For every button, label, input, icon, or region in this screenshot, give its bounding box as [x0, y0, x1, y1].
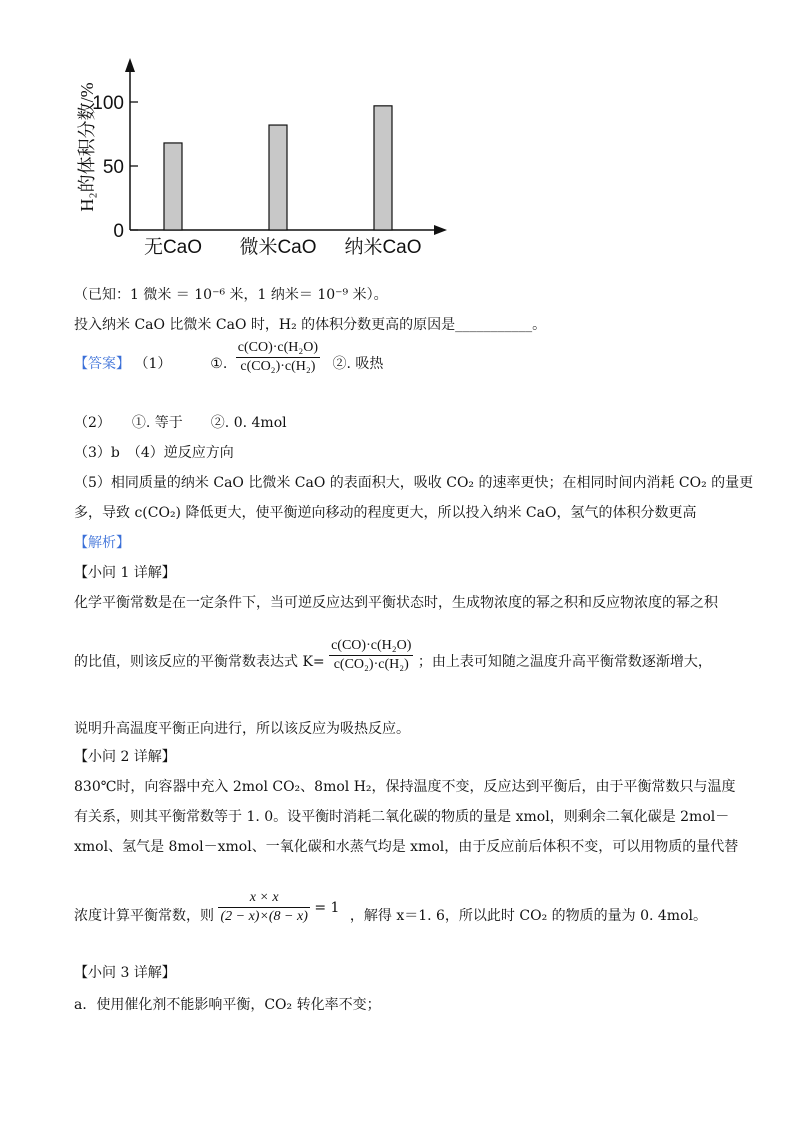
answer-q3-q4: （3）b （4）逆反应方向 [74, 445, 234, 461]
sub1-line1: 化学平衡常数是在一定条件下，当可逆反应达到平衡状态时，生成物浓度的幂之积和反应物浓度的幂之积 [74, 595, 718, 611]
answer-q1-item2: ②. 吸热 [332, 355, 384, 372]
known-note: （已知：1 微米 ＝ 10⁻⁶ 米，1 纳米＝ 10⁻⁹ 米）。 [74, 287, 388, 303]
answer-q1-prefix: （1） [134, 355, 172, 372]
x-tick-label: 无CaO [143, 237, 203, 258]
sub3-title: 【小问 3 详解】 [74, 965, 176, 981]
sub2-line1: 830℃时，向容器中充入 2mol CO₂、8mol H₂，保持温度不变，反应达到平衡后，由于平衡常数只与温度 [74, 779, 736, 795]
sub2-line4 [74, 890, 707, 925]
y-axis-arrow [125, 58, 135, 72]
x-axis-arrow [434, 225, 447, 235]
equilibrium-constant-fraction [236, 340, 320, 375]
sub1-line2-post: ；由上表可知随之温度升高平衡常数逐渐增大， [417, 653, 712, 670]
sub1-line2-pre: 的比值，则该反应的平衡常数表达式 K= [74, 653, 325, 670]
equation-denominator: (2 − x)×(8 − x) [220, 909, 308, 924]
k-denominator: c(CO₂)·c(H₂) [333, 657, 409, 672]
answer-q5-line1: （5）相同质量的纳米 CaO 比微米 CaO 的表面积大，吸收 CO₂ 的速率更快；在相同时间内消耗 CO₂ 的量更 [74, 475, 754, 491]
fraction-numerator: c(CO)·c(H₂O) [236, 340, 320, 358]
sub2-line3: xmol、氢气是 8mol－xmol、一氧化碳和水蒸气均是 xmol，由于反应前后体积不变，可以用物质的量代替 [74, 839, 739, 855]
analysis-tag: 【解析】 [74, 535, 130, 551]
sub2-title: 【小问 2 详解】 [74, 749, 176, 765]
sub3-line1: a．使用催化剂不能影响平衡，CO₂ 转化率不变； [74, 997, 381, 1013]
y-tick-label: 100 [92, 93, 124, 114]
bar [269, 125, 287, 230]
y-tick-label: 0 [113, 221, 124, 242]
bar [374, 106, 392, 230]
k-numerator: c(CO)·c(H₂O) [329, 638, 413, 656]
equilibrium-equation-fraction [218, 890, 309, 925]
sub1-title: 【小问 1 详解】 [74, 565, 176, 581]
answer-q1 [74, 340, 383, 375]
equation-rhs: = 1 [314, 899, 340, 916]
answer-tag: 【答案】 [74, 355, 130, 372]
sub2-line4-pre: 浓度计算平衡常数，则 [74, 907, 214, 924]
sub2-line4-post: ，解得 x＝1. 6，所以此时 CO₂ 的物质的量为 0. 4mol。 [349, 907, 707, 924]
k-expression-fraction [329, 638, 413, 673]
bar [164, 143, 182, 230]
answer-q2: （2） ①. 等于 ②. 0. 4mol [74, 415, 287, 431]
y-axis-label: H₂的体积分数/% [77, 82, 97, 212]
x-tick-label: 纳米CaO [344, 237, 422, 258]
y-tick-label: 50 [102, 157, 124, 178]
x-tick-label: 微米CaO [239, 237, 317, 258]
sub1-line2 [74, 638, 712, 673]
bar-chart [70, 55, 460, 265]
sub1-line3: 说明升高温度平衡正向进行，所以该反应为吸热反应。 [74, 721, 410, 737]
question-5: 投入纳米 CaO 比微米 CaO 时，H₂ 的体积分数更高的原因是___________。 [74, 317, 547, 333]
equation-numerator: x × x [218, 890, 309, 908]
sub2-line2: 有关系，则其平衡常数等于 1. 0。设平衡时消耗二氧化碳的物质的量是 xmol，则剩余二氧化碳是 2mol－ [74, 809, 730, 825]
answer-q5-line2: 多，导致 c(CO₂) 降低更大，使平衡逆向移动的程度更大，所以投入纳米 CaO，氢气的体积分数更高 [74, 505, 697, 521]
fraction-denominator: c(CO₂)·c(H₂) [240, 359, 316, 374]
answer-q1-item1: ①. [210, 355, 228, 372]
